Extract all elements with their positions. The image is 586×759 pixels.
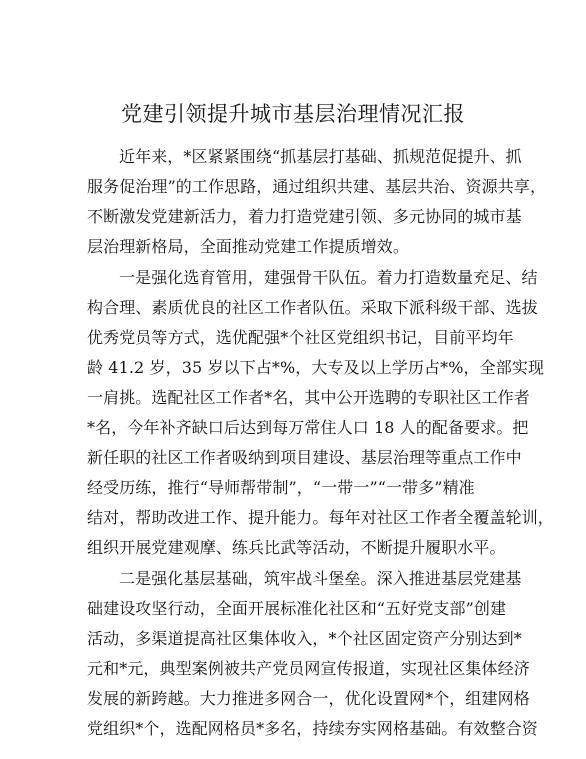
paragraph-2-line-8: 经受历练，推行“导师帮带制”，“一带一”“一带多”精准: [87, 478, 475, 497]
paragraph-1-line-4: 层治理新格局，全面推动党建工作提质增效。: [87, 237, 410, 256]
paragraph-2-line-3: 优秀党员等方式，选优配强*个社区党组织书记，目前平均年: [87, 328, 514, 347]
paragraph-2-line-6: *名，今年补齐缺口后达到每万常住人口 18 人的配备要求。把: [87, 418, 529, 437]
paragraph-1-line-3: 不断激发党建新活力，着力打造党建引领、多元协同的城市基: [87, 207, 522, 226]
paragraph-2-line-10: 组织开展党建观摩、练兵比武等活动，不断提升履职水平。: [87, 538, 506, 557]
paragraph-1-line-1: 近年来，*区紧紧围绕“抓基层打基础、抓规范促提升、抓: [119, 147, 522, 166]
paragraph-3-line-1: 二是强化基层基础，筑牢战斗堡垒。深入推进基层党建基: [119, 569, 522, 588]
paragraph-2-line-7: 新任职的社区工作者吸纳到项目建设、基层治理等重点工作中: [87, 448, 522, 467]
paragraph-2-line-5: 一肩挑。选配社区工作者*名，其中公开选聘的专职社区工作者: [87, 388, 530, 407]
paragraph-3-line-5: 发展的新跨越。大力推进多网合一，优化设置网*个，组建网格: [87, 689, 530, 708]
paragraph-3-line-3: 活动，多渠道提高社区集体收入，*个社区固定资产分别达到*: [87, 629, 522, 648]
paragraph-2-line-9: 结对，帮助改进工作、提升能力。每年对社区工作者全覆盖轮训，: [87, 508, 554, 527]
paragraph-1-line-2: 服务促治理”的工作思路，通过组织共建、基层共治、资源共享，: [87, 177, 547, 196]
paragraph-3-line-2: 础建设攻坚行动，全面开展标准化社区和“五好党支部”创建: [87, 599, 507, 618]
paragraph-3-line-6: 党组织*个，选配网格员*多名，持续夯实网格基础。有效整合资: [87, 719, 538, 738]
document-title: 党建引领提升城市基层治理情况汇报: [121, 102, 465, 126]
paragraph-2-line-4: 龄 41.2 岁，35 岁以下占*%，大专及以上学历占*%，全部实现: [87, 358, 545, 377]
paragraph-2-line-2: 构合理、素质优良的社区工作者队伍。采取下派科级干部、选拔: [87, 298, 538, 317]
paragraph-2-line-1: 一是强化选育管用，建强骨干队伍。着力打造数量充足、结: [119, 268, 538, 287]
paragraph-3-line-4: 元和*元，典型案例被共产党员网宣传报道，实现社区集体经济: [87, 659, 530, 678]
